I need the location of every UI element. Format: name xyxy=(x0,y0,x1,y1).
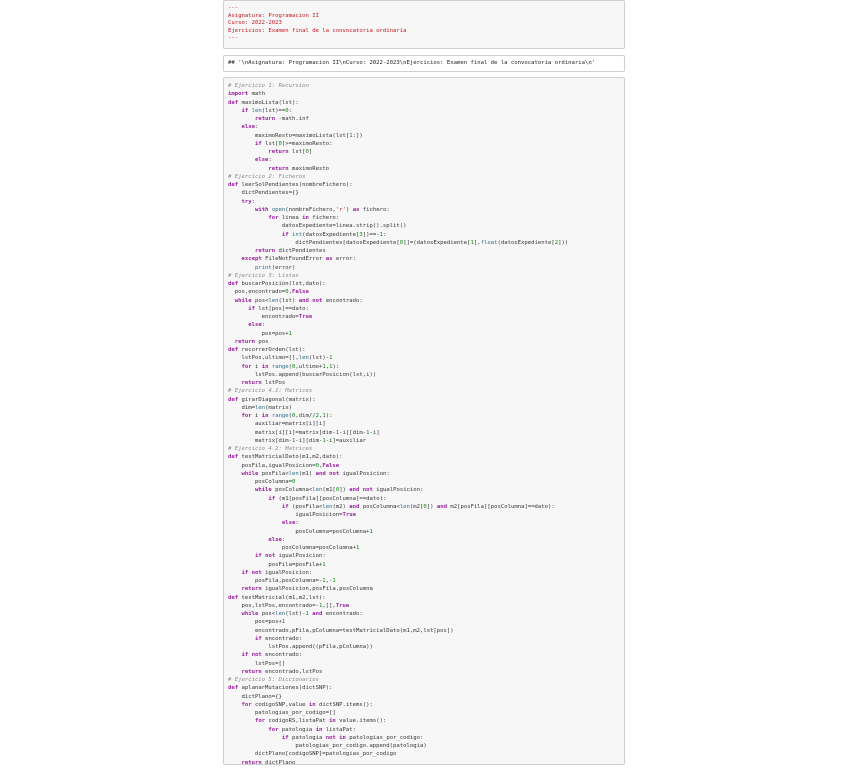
code-line: lstPos.append(buscarPosicion(lst,i)) xyxy=(228,371,377,378)
code-line: encontrado=True xyxy=(228,314,313,320)
code-line: return lstPos xyxy=(241,380,286,386)
code-line: def leerSolPendientes(nombreFichero): xyxy=(228,182,353,188)
yaml-line: Asignatura: Programacion II xyxy=(228,12,319,19)
code-line: dictPendientes={} xyxy=(228,190,299,197)
code-line: def testMatricialDato(m1,m2,dato): xyxy=(228,454,343,461)
code-line: else: xyxy=(248,322,266,329)
code-line: print(error) xyxy=(254,264,296,271)
code-line: igualPosicion=True xyxy=(228,512,356,518)
code-line: if not igualPosicion: xyxy=(241,569,313,576)
code-line: return encontrado,lstPos xyxy=(241,668,323,675)
code-line: lstPos,ultimo=[],len(lst)-1 xyxy=(228,355,333,362)
code-line: else: xyxy=(268,536,286,543)
code-line: if len(lst)==0: xyxy=(241,107,293,114)
code-line: matrix[dim-1-i][dim-1-i]=auxiliar xyxy=(228,437,367,444)
code-line: def maximoLista(lst): xyxy=(228,99,299,106)
code-line: def buscarPosicion(lst,dato): xyxy=(228,281,326,287)
code-line: posColumna=0 xyxy=(228,479,296,485)
code-comment-line: # Ejercicio 2: Ficheros xyxy=(228,173,306,180)
code-line: while posColumna<len(m1[0]) and not igualPosicion: xyxy=(254,487,424,494)
code-line: dictPlano={} xyxy=(228,693,282,700)
yaml-line: --- xyxy=(228,35,239,42)
code-line: dim=len(matrix) xyxy=(228,404,293,411)
code-comment-line: # Ejercicio 5: Diccionarios xyxy=(228,677,319,683)
code-line: for codigoSNP,value in dictSNP.items(): xyxy=(241,701,373,708)
code-line: lstPos.append((pFila,pColumna)) xyxy=(228,644,373,650)
code-line: def girarDiagonal(matrix): xyxy=(228,396,316,403)
code-line: else: xyxy=(241,124,259,131)
code-line: while pos<len(lst)-1 and encontrado: xyxy=(241,611,363,617)
code-line: return igualPosicion,posFila,posColumna xyxy=(241,586,373,593)
code-line: posColumna=posColumna+1 xyxy=(228,528,373,535)
code-line: dictPendientes[datosExpediente[0]]=(datosExpediente[1],float(datosExpediente[2])) xyxy=(228,239,569,246)
code-line: except FileNotFoundError as error: xyxy=(241,256,357,263)
yaml-line: --- xyxy=(228,5,239,11)
code-line: posFila=posFila+1 xyxy=(228,561,326,568)
code-line: matrix[i][i]=matrix[dim-1-i][dim-1-i] xyxy=(228,429,380,436)
code-line: with open(nombreFichero,'r') as fichero: xyxy=(254,206,390,213)
code-line: return dictPendientes xyxy=(254,248,326,254)
code-line: for patologia in listaPat: xyxy=(268,726,357,733)
code-comment-line: # Ejercicio 4.2: Matrices xyxy=(228,446,313,452)
code-line: return -math.inf xyxy=(254,116,309,122)
code-line: import math xyxy=(228,91,266,98)
code-line: patologias_por_codigo=[] xyxy=(228,710,336,716)
code-line: patologias_por_codigo.append(patologia) xyxy=(228,743,427,749)
code-line: if not encontrado: xyxy=(241,652,303,659)
code-line: def recorrerOrden(lst): xyxy=(228,347,306,353)
yaml-line: Curso: 2022-2023 xyxy=(228,20,282,27)
yaml-line: Ejercicios: Examen final de la convocatoria ordinaria xyxy=(228,27,407,34)
code-line: maximoResto=maximoLista(lst[1:]) xyxy=(228,132,363,139)
code-line: while posFila<len(m1) and not igualPosicion: xyxy=(241,470,390,477)
code-line: for i in range(0,dim//2,1): xyxy=(241,413,333,419)
code-line: if lst[0]>=maximoResto: xyxy=(254,140,333,147)
code-line: if (m1[posFila][posColumna]==dato): xyxy=(268,495,387,502)
code-line: pos,encontrado=0,False xyxy=(228,289,309,296)
code-line: pos=pos+1 xyxy=(228,330,292,337)
code-line: return dictPlano xyxy=(241,759,296,766)
code-line: auxiliar=matrix[i][i] xyxy=(228,421,326,428)
code-line: posFila,igualPosicion=0,False xyxy=(228,462,340,469)
code-line: for i in range(0,ultimo+1,1): xyxy=(241,363,340,370)
code-comment-line: # Ejercicio 3: Listas xyxy=(228,272,299,279)
code-line: posFila,posColumna=-1,-1 xyxy=(228,578,336,584)
code-line: if lst[pos]==dato: xyxy=(248,305,309,312)
code-line: return pos xyxy=(234,338,269,345)
code-line: def testMatricial(m1,m2,lst): xyxy=(228,594,326,601)
code-line: if int(datosExpediente[3])==-1: xyxy=(281,231,387,238)
code-line: if not igualPosicion: xyxy=(254,553,326,560)
code-line: else: xyxy=(254,157,272,164)
code-line: posColumna=posColumna+1 xyxy=(228,545,360,551)
code-block xyxy=(223,77,625,765)
code-line: for codigoRS,listaPat in value.items(): xyxy=(254,718,387,725)
code-line: if encontrado: xyxy=(254,635,303,642)
code-line: return lst[0] xyxy=(268,149,313,155)
output-block xyxy=(223,55,625,72)
yaml-header-block xyxy=(223,0,625,49)
code-line: if (posFila<len(m2) and posColumna<len(m2[0]) and m2[posFila][posColumna]==dato): xyxy=(281,503,555,510)
code-line: for linea in fichero: xyxy=(268,215,340,221)
code-line: if patologia not in patologias_por_codigo: xyxy=(281,734,424,741)
code-line: else: xyxy=(281,520,299,527)
code-line: try: xyxy=(241,198,255,205)
code-line: dictPlano[codigoSNP]=patologias_por_codigo xyxy=(228,751,397,758)
code-line: lstPos=[] xyxy=(228,660,286,667)
code-line: pos,lstPos,encontrado=-1,[],True xyxy=(228,602,350,609)
code-line: return maximoResto xyxy=(268,165,330,172)
code-comment-line: # Ejercicio 1: Recursion xyxy=(228,83,309,89)
code-line: datosExpediente=linea.strip().split() xyxy=(228,223,407,230)
code-line: while pos<len(lst) and not encontrado: xyxy=(234,297,363,304)
code-comment-line: # Ejercicio 4.1: Matrices xyxy=(228,388,313,395)
code-line: encontrado,pFila,pColumna=testMatricialDato(m1,m2,lst[pos]) xyxy=(228,627,454,634)
output-line: ## '\nAsignatura: Programacion II\nCurso: 2022-2023\nEjercicios: Examen final de la convocatoria ordinaria\n' xyxy=(228,60,596,66)
code-line: pos=pos+1 xyxy=(228,619,286,626)
code-line: def aplanarMutaciones(dictSNP): xyxy=(228,685,333,692)
